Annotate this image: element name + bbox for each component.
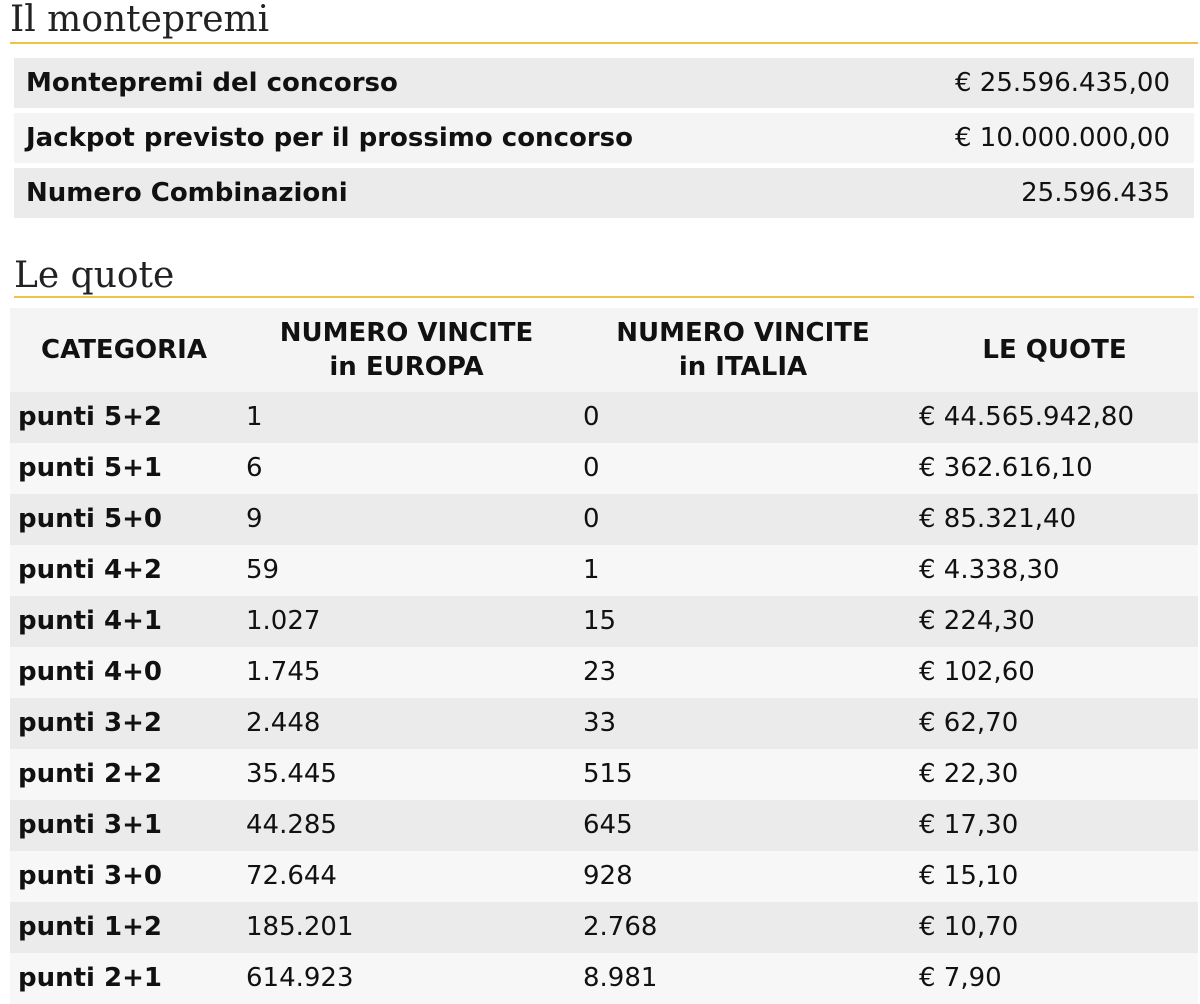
header-line: NUMERO VINCITE <box>616 318 870 348</box>
header-vincite-italia <box>575 308 911 392</box>
cell-vincite-europa: 59 <box>238 545 575 596</box>
cell-categoria: punti 3+0 <box>10 851 238 902</box>
cell-categoria: punti 4+0 <box>10 647 238 698</box>
header-categoria: CATEGORIA <box>10 308 238 392</box>
quote-table <box>10 308 1198 1004</box>
montepremi-summary <box>14 58 1194 223</box>
cell-vincite-europa: 6 <box>238 443 575 494</box>
cell-quota: € 22,30 <box>911 749 1198 800</box>
cell-quota: € 62,70 <box>911 698 1198 749</box>
cell-vincite-italia: 1 <box>575 545 911 596</box>
header-line: in ITALIA <box>678 352 808 382</box>
cell-categoria: punti 2+2 <box>10 749 238 800</box>
header-line: NUMERO VINCITE <box>279 318 534 348</box>
cell-vincite-italia: 0 <box>575 392 911 443</box>
header-line: in EUROPA <box>329 352 484 382</box>
summary-label: Jackpot previsto per il prossimo concorso <box>26 123 634 153</box>
table-row <box>10 953 1198 1004</box>
cell-vincite-europa: 185.201 <box>238 902 575 953</box>
table-row <box>10 392 1198 443</box>
cell-quota: € 85.321,40 <box>911 494 1198 545</box>
summary-label: Numero Combinazioni <box>26 178 348 208</box>
cell-quota: € 4.338,30 <box>911 545 1198 596</box>
cell-quota: € 362.616,10 <box>911 443 1198 494</box>
cell-vincite-italia: 928 <box>575 851 911 902</box>
title-divider <box>10 42 1198 44</box>
cell-vincite-europa: 2.448 <box>238 698 575 749</box>
header-vincite-europa <box>238 308 575 392</box>
montepremi-title: Il montepremi <box>10 0 270 40</box>
cell-vincite-europa: 9 <box>238 494 575 545</box>
cell-categoria: punti 3+2 <box>10 698 238 749</box>
table-row <box>10 851 1198 902</box>
summary-row-montepremi <box>14 58 1194 108</box>
cell-quota: € 102,60 <box>911 647 1198 698</box>
cell-categoria: punti 4+2 <box>10 545 238 596</box>
cell-quota: € 17,30 <box>911 800 1198 851</box>
cell-vincite-italia: 15 <box>575 596 911 647</box>
summary-label: Montepremi del concorso <box>26 68 398 98</box>
cell-vincite-europa: 35.445 <box>238 749 575 800</box>
table-row <box>10 698 1198 749</box>
cell-vincite-europa: 1.745 <box>238 647 575 698</box>
table-row <box>10 545 1198 596</box>
cell-categoria: punti 5+0 <box>10 494 238 545</box>
cell-quota: € 7,90 <box>911 953 1198 1004</box>
cell-vincite-italia: 8.981 <box>575 953 911 1004</box>
header-quote: LE QUOTE <box>911 308 1198 392</box>
cell-categoria: punti 4+1 <box>10 596 238 647</box>
cell-categoria: punti 5+2 <box>10 392 238 443</box>
table-row <box>10 494 1198 545</box>
title-divider <box>14 296 1194 298</box>
table-row <box>10 647 1198 698</box>
cell-categoria: punti 3+1 <box>10 800 238 851</box>
table-row <box>10 800 1198 851</box>
cell-categoria: punti 1+2 <box>10 902 238 953</box>
quote-table-header <box>10 308 1198 392</box>
cell-vincite-europa: 1 <box>238 392 575 443</box>
cell-quota: € 224,30 <box>911 596 1198 647</box>
summary-row-combinazioni <box>14 168 1194 218</box>
cell-vincite-italia: 23 <box>575 647 911 698</box>
table-row <box>10 596 1198 647</box>
summary-value: € 25.596.435,00 <box>954 68 1170 98</box>
cell-categoria: punti 5+1 <box>10 443 238 494</box>
cell-vincite-europa: 44.285 <box>238 800 575 851</box>
cell-vincite-italia: 2.768 <box>575 902 911 953</box>
cell-vincite-italia: 0 <box>575 494 911 545</box>
cell-vincite-italia: 515 <box>575 749 911 800</box>
table-row <box>10 902 1198 953</box>
cell-vincite-italia: 645 <box>575 800 911 851</box>
cell-vincite-italia: 0 <box>575 443 911 494</box>
cell-vincite-europa: 72.644 <box>238 851 575 902</box>
quote-title: Le quote <box>14 255 175 296</box>
cell-quota: € 44.565.942,80 <box>911 392 1198 443</box>
cell-vincite-europa: 614.923 <box>238 953 575 1004</box>
summary-value: € 10.000.000,00 <box>954 123 1170 153</box>
cell-quota: € 15,10 <box>911 851 1198 902</box>
summary-row-jackpot <box>14 113 1194 163</box>
cell-quota: € 10,70 <box>911 902 1198 953</box>
table-row <box>10 443 1198 494</box>
cell-vincite-italia: 33 <box>575 698 911 749</box>
table-row <box>10 749 1198 800</box>
cell-categoria: punti 2+1 <box>10 953 238 1004</box>
cell-vincite-europa: 1.027 <box>238 596 575 647</box>
summary-value: 25.596.435 <box>1021 178 1170 208</box>
